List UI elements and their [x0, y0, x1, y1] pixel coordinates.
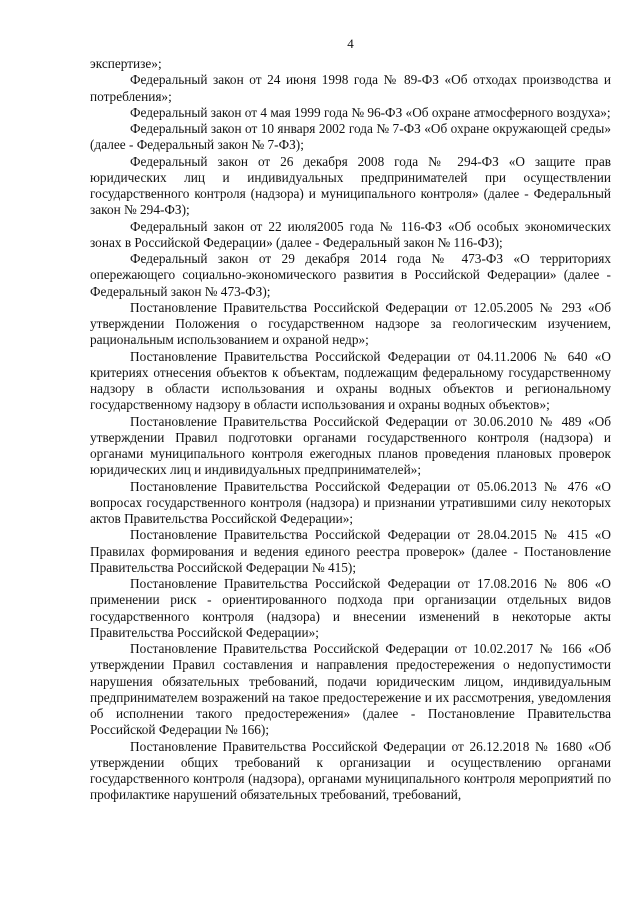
paragraph-resolution-489: Постановление Правительства Российской Федерации от 30.06.2010 № 489 «Об утверждении Правил подготовки органами государственного контроля (надзора) и органами муниципального контроля ежегодных планов проведения плановых проверок юридических лиц и индивидуальных предпринимателей»;	[90, 413, 611, 478]
document-page	[90, 36, 611, 804]
paragraph-resolution-415: Постановление Правительства Российской Федерации от 28.04.2015 № 415 «О Правилах формирования и ведения единого реестра проверок» (далее - Постановление Правительства Российской Федерации № 415);	[90, 527, 611, 575]
paragraph-law-89-fz: Федеральный закон от 24 июня 1998 года № 89-ФЗ «Об отходах производства и потребления»;	[90, 72, 611, 104]
page-number: 4	[347, 36, 354, 51]
paragraph-law-294-fz: Федеральный закон от 26 декабря 2008 года № 294-ФЗ «О защите прав юридических лиц и индивидуальных предпринимателей при осуществлении государственного контроля (надзора) и муниципального контроля» (далее - Федеральный закон № 294-ФЗ);	[90, 153, 611, 218]
paragraph-resolution-293: Постановление Правительства Российской Федерации от 12.05.2005 № 293 «Об утверждении Положения о государственном надзоре за геологическим изучением, рациональным использованием и охраной недр»;	[90, 299, 611, 348]
paragraph-law-96-fz: Федеральный закон от 4 мая 1999 года № 96-ФЗ «Об охране атмосферного воздуха»;	[130, 104, 611, 120]
paragraph-resolution-640: Постановление Правительства Российской Федерации от 04.11.2006 № 640 «О критериях отнесения объектов к объектам, подлежащим федеральному государственному надзору в области использования и охраны водных объектов и региональному государственному надзору в области использования и охраны водных объектов»;	[90, 348, 611, 413]
document-body	[90, 56, 611, 804]
paragraph-resolution-1680: Постановление Правительства Российской Федерации от 26.12.2018 № 1680 «Об утверждении общих требований к организации и осуществлению органами государственного контроля (надзора), органами муниципального контроля мероприятий по профилактике нарушений обязательных требований, требований,	[90, 738, 611, 803]
paragraph-law-7-fz: Федеральный закон от 10 января 2002 года № 7-ФЗ «Об охране окружающей среды» (далее - Федеральный закон № 7-ФЗ);	[90, 121, 611, 153]
paragraph-continuation: экспертизе»;	[90, 56, 162, 71]
paragraph-resolution-476: Постановление Правительства Российской Федерации от 05.06.2013 № 476 «О вопросах государственного контроля (надзора) и признании утратившими силу некоторых актов Правительства Российской Федерации»;	[90, 478, 611, 526]
paragraph-law-116-fz: Федеральный закон от 22 июля2005 года № 116-ФЗ «Об особых экономических зонах в Российской Федерации» (далее - Федеральный закон № 116-ФЗ);	[90, 218, 611, 250]
paragraph-resolution-166: Постановление Правительства Российской Федерации от 10.02.2017 № 166 «Об утверждении Правил составления и направления предостережения о недопустимости нарушения обязательных требований, подачи юридическим лицом, индивидуальным предпринимателем возражений на такое предостережение и их рассмотрения, уведомления об исполнении такого предостережения» (далее - Постановление Правительства Российской Федерации № 166);	[90, 641, 611, 738]
paragraph-law-473-fz: Федеральный закон от 29 декабря 2014 года № 473-ФЗ «О территориях опережающего социально-экономического развития в Российской Федерации» (далее - Федеральный закон № 473-ФЗ);	[90, 251, 611, 299]
paragraph-resolution-806: Постановление Правительства Российской Федерации от 17.08.2016 № 806 «О применении риск - ориентированного подхода при организации отдельных видов государственного контроля (надзора) и внесении изменений в некоторые акты Правительства Российской Федерации»;	[90, 576, 611, 640]
